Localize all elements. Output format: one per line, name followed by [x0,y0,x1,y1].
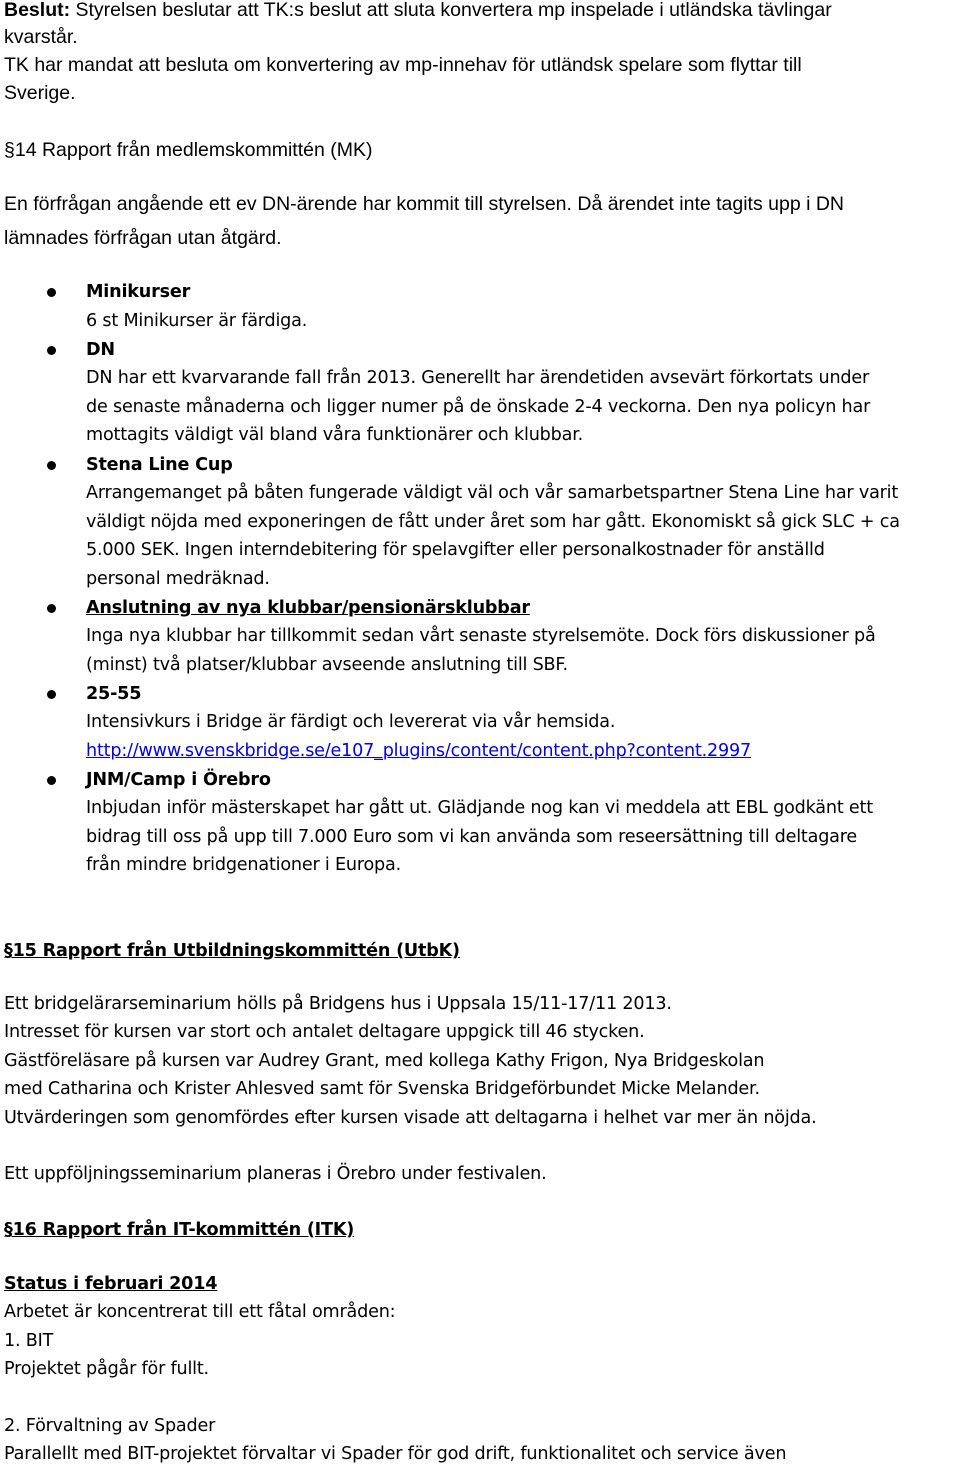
section-14-heading: §14 Rapport från medlemskommittén (MK) [4,139,373,161]
section-16-line: Arbetet är koncentrerat till ett fåtal områden: [4,1302,396,1322]
item-text: 5.000 SEK. Ingen interndebitering för spelavgifter eller personalkostnader för anställd [86,540,825,560]
item-title: JNM/Camp i Örebro [86,770,271,790]
section-16-line: Parallellt med BIT-projektet förvaltar vi Spader för god drift, funktionalitet och service även [4,1444,787,1464]
section-15-line: Utvärderingen som genomfördes efter kursen visade att deltagarna i helhet var mer än nöjda. [4,1108,817,1128]
decision-line-1 [4,0,832,23]
item-link[interactable]: http://www.svenskbridge.se/e107_plugins/content/content.php?content.2997 [86,741,752,761]
bullet-icon [47,776,56,785]
bullet-icon [47,690,56,699]
item-text: (minst) två platser/klubbar avseende anslutning till SBF. [86,655,568,675]
item-text: Inga nya klubbar har tillkommit sedan vårt senaste styrelsemöte. Dock förs diskussioner på [86,626,876,646]
section-16-line: Projektet pågår för fullt. [4,1359,209,1379]
section-15-heading: §15 Rapport från Utbildningskommittén (UtbK) [4,941,460,961]
item-text: bidrag till oss på upp till 7.000 Euro som vi kan använda som reseersättning till deltagare [86,827,858,847]
section-15-line: Intresset för kursen var stort och antalet deltagare uppgick till 46 stycken. [4,1022,645,1042]
item-title: Anslutning av nya klubbar/pensionärsklubbar [86,598,530,618]
section-15-line: med Catharina och Krister Ahlesved samt för Svenska Bridgeförbundet Micke Melander. [4,1079,760,1099]
decision-line-2: kvarstår. [4,26,78,48]
item-text: de senaste månaderna och ligger numer på de önskade 2-4 veckorna. Den nya policyn har [86,397,871,417]
decision-label: Beslut: [4,0,71,21]
item-text: Inbjudan inför mästerskapet har gått ut. Glädjande nog kan vi meddela att EBL godkänt ett [86,798,873,818]
item-text: Intensivkurs i Bridge är färdigt och levererat via vår hemsida. [86,712,616,732]
item-text: DN har ett kvarvarande fall från 2013. Generellt har ärendetiden avsevärt förkortats under [86,368,870,388]
item-title: Minikurser [86,282,191,302]
item-text: mottagits väldigt väl bland våra funktionärer och klubbar. [86,425,584,445]
decision-line-4: Sverige. [4,82,76,104]
status-heading: Status i februari 2014 [4,1274,218,1294]
item-title: 25-55 [86,684,142,704]
item-title: DN [86,340,115,360]
bullet-icon [47,288,56,297]
item-text: 6 st Minikurser är färdiga. [86,311,308,331]
item-text: Arrangemanget på båten fungerade väldigt väl och vår samarbetspartner Stena Line har varit [86,483,899,503]
item-text: personal medräknad. [86,569,270,589]
section-15-followup: Ett uppföljningsseminarium planeras i Örebro under festivalen. [4,1164,547,1184]
bullet-icon [47,604,56,613]
bullet-icon [47,346,56,355]
item-text: från mindre bridgenationer i Europa. [86,855,401,875]
section-14-intro-2: lämnades förfrågan utan åtgärd. [4,227,282,249]
section-14-intro-1: En förfrågan angående ett ev DN-ärende har kommit till styrelsen. Då ärendet inte tagits upp i DN [4,193,845,215]
section-16-line: 1. BIT [4,1331,54,1351]
section-15-line: Ett bridgelärarseminarium hölls på Bridgens hus i Uppsala 15/11-17/11 2013. [4,994,672,1014]
section-16-line: 2. Förvaltning av Spader [4,1416,216,1436]
decision-text: Styrelsen beslutar att TK:s beslut att sluta konvertera mp inspelade i utländska tävlingar [70,0,832,21]
item-text: väldigt nöjda med exponeringen de fått under året som har gått. Ekonomiskt så gick SLC + ca [86,512,900,532]
decision-line-3: TK har mandat att besluta om konvertering av mp-innehav för utländsk spelare som flyttar till [4,54,802,76]
bullet-icon [47,461,56,470]
section-15-line: Gästföreläsare på kursen var Audrey Grant, med kollega Kathy Frigon, Nya Bridgeskolan [4,1051,765,1071]
section-16-heading: §16 Rapport från IT-kommittén (ITK) [4,1220,355,1240]
item-title: Stena Line Cup [86,455,233,475]
